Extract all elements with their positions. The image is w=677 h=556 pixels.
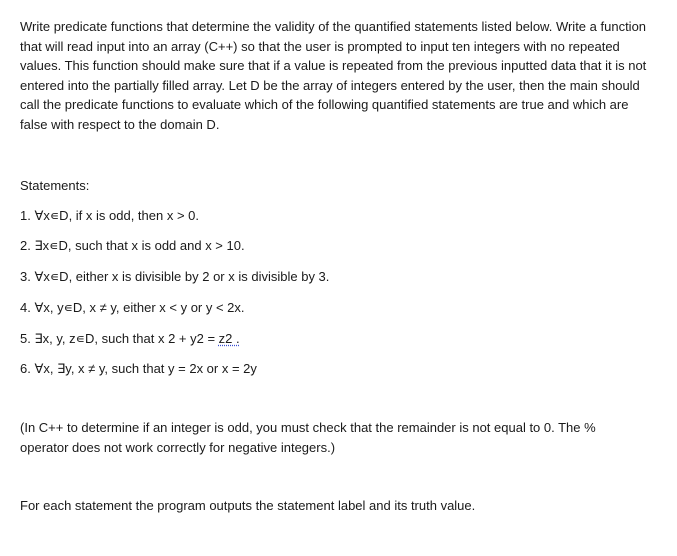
statement-5-tail: z2 . <box>218 331 240 346</box>
statement-5-text: 5. ∃x, y, z∊D, such that x 2 + y2 = <box>20 331 219 346</box>
intro-paragraph: Write predicate functions that determine the validity of the quantified statements listed below. Write a function that will read input into an array (C++) so that the user is prompted to input ten integers with no repeated values. This function should make sure that if a value is repeated from the previous inputted data that it is not entered into the partially filled array. Let D be the array of integers entered by the user, then the main should call the predicate functions to evaluate which of the following quantified statements are true and which are false with respect to the domain D. <box>20 19 647 132</box>
statement-2: 2. ∃x∊D, such that x is odd and x > 10. <box>20 238 245 253</box>
statement-6: 6. ∀x, ∃y, x ≠ y, such that y = 2x or x = 2y <box>20 361 257 376</box>
statement-4: 4. ∀x, y∊D, x ≠ y, either x < y or y < 2x. <box>20 300 245 315</box>
note-paragraph: (In C++ to determine if an integer is odd, you must check that the remainder is not equal to 0. The % operator does not work correctly for negative integers.) <box>20 420 596 455</box>
statement-3: 3. ∀x∊D, either x is divisible by 2 or x is divisible by 3. <box>20 269 330 284</box>
statement-5 <box>20 330 240 347</box>
statements-heading: Statements: <box>20 178 90 193</box>
statement-1: 1. ∀x∊D, if x is odd, then x > 0. <box>20 208 199 223</box>
closing-paragraph: For each statement the program outputs the statement label and its truth value. <box>20 498 476 513</box>
